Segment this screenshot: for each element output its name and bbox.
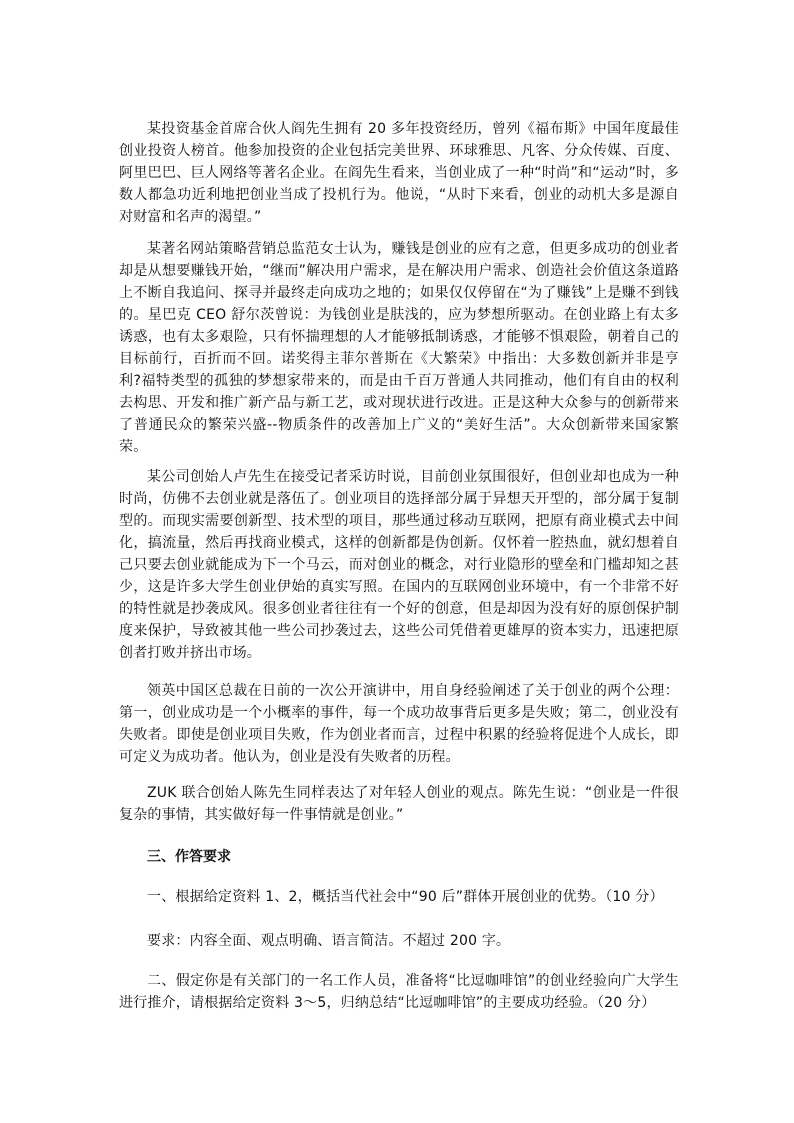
paragraph-yan: 某投资基金首席合伙人阎先生拥有 20 多年投资经历，曾列《福布斯》中国年度最佳创业投资人榜首。他参加投资的企业包括完美世界、环球雅思、凡客、分众传媒、百度、阿里巴巴、巨人网络等著名企业。在阎先生看来，当创业成了一种“时尚”和“运动”时，多数人都急功近利地把创业当成了投机行为。他说，“从时下来看，创业的动机大多是源自对财富和名声的渴望。” — [119, 121, 679, 225]
paragraph-linkedin: 领英中国区总裁在日前的一次公开演讲中，用自身经验阐述了关于创业的两个公理：第一，创业成功是一个小概率的事件，每一个成功故事背后更多是失败；第二，创业没有失败者。即使是创业项目失败，作为创业者而言，过程中积累的经验将促进个人成长，即可定义为成功者。他认为，创业是没有失败者的历程。 — [119, 683, 679, 765]
paragraph-fan: 某著名网站策略营销总监范女士认为，赚钱是创业的应有之意，但更多成功的创业者却是从想要赚钱开始，“继而”解决用户需求，是在解决用户需求、创造社会价值这条道路上不断自我追问、探寻并最终走向成功之地的；如果仅仅停留在“为了赚钱”上是赚不到钱的。星巴克 CEO 舒尔茨曾说：为钱创业是肤浅的，应为梦想所驱动。在创业路上有太多诱惑，也有太多艰险，只有怀揣理想的人才能够抵制诱惑，才能够不惧艰险，朝着自己的目标前行，百折而不回。诺奖得主菲尔普斯在《大繁荣》中指出：大多数创新并非是亨利?福特类型的孤独的梦想家带来的，而是由千百万普通人共同推动，他们有自由的权利去构思、开发和推广新产品与新工艺，或对现状进行改进。正是这种大众参与的创新带来了普通民众的繁荣兴盛--物质条件的改善加上广义的“美好生活”。大众创新带来国家繁荣。 — [119, 241, 679, 455]
question-one: 一、根据给定资料 1、2，概括当代社会中“90 后”群体开展创业的优势。（10 分） — [147, 889, 664, 905]
question-two: 二、假定你是有关部门的一名工作人员，准备将“比逗咖啡馆”的创业经验向广大学生进行推介，请根据给定资料 3～5，归纳总结“比逗咖啡馆”的主要成功经验。（20 分） — [119, 973, 679, 1011]
question-one-requirement: 要求：内容全面、观点明确、语言简洁。不超过 200 字。 — [147, 933, 511, 949]
section-heading: 三、作答要求 — [147, 849, 231, 865]
paragraph-lu: 某公司创始人卢先生在接受记者采访时说，目前创业氛围很好，但创业却也成为一种时尚，仿佛不去创业就是落伍了。创业项目的选择部分属于异想天开型的，部分属于复制型的。而现实需要创新型、技术型的项目，那些通过移动互联网，把原有商业模式去中间化，搞流量，然后再找商业模式，这样的创新都是伪创新。仅怀着一腔热血，就幻想着自己只要去创业就能成为下一个马云，而对创业的概念，对行业隐形的壁垒和门槛却知之甚少，这是许多大学生创业伊始的真实写照。在国内的互联网创业环境中，有一个非常不好的特性就是抄袭成风。很多创业者往往有一个好的创意，但是却因为没有好的原创保护制度来保护，导致被其他一些公司抄袭过去，这些公司凭借着更雄厚的资本实力，迅速把原创者打败并挤出市场。 — [119, 469, 679, 661]
paragraph-zuk: ZUK 联合创始人陈先生同样表达了对年轻人创业的观点。陈先生说：“创业是一件很复杂的事情，其实做好每一件事情就是创业。” — [119, 785, 679, 823]
